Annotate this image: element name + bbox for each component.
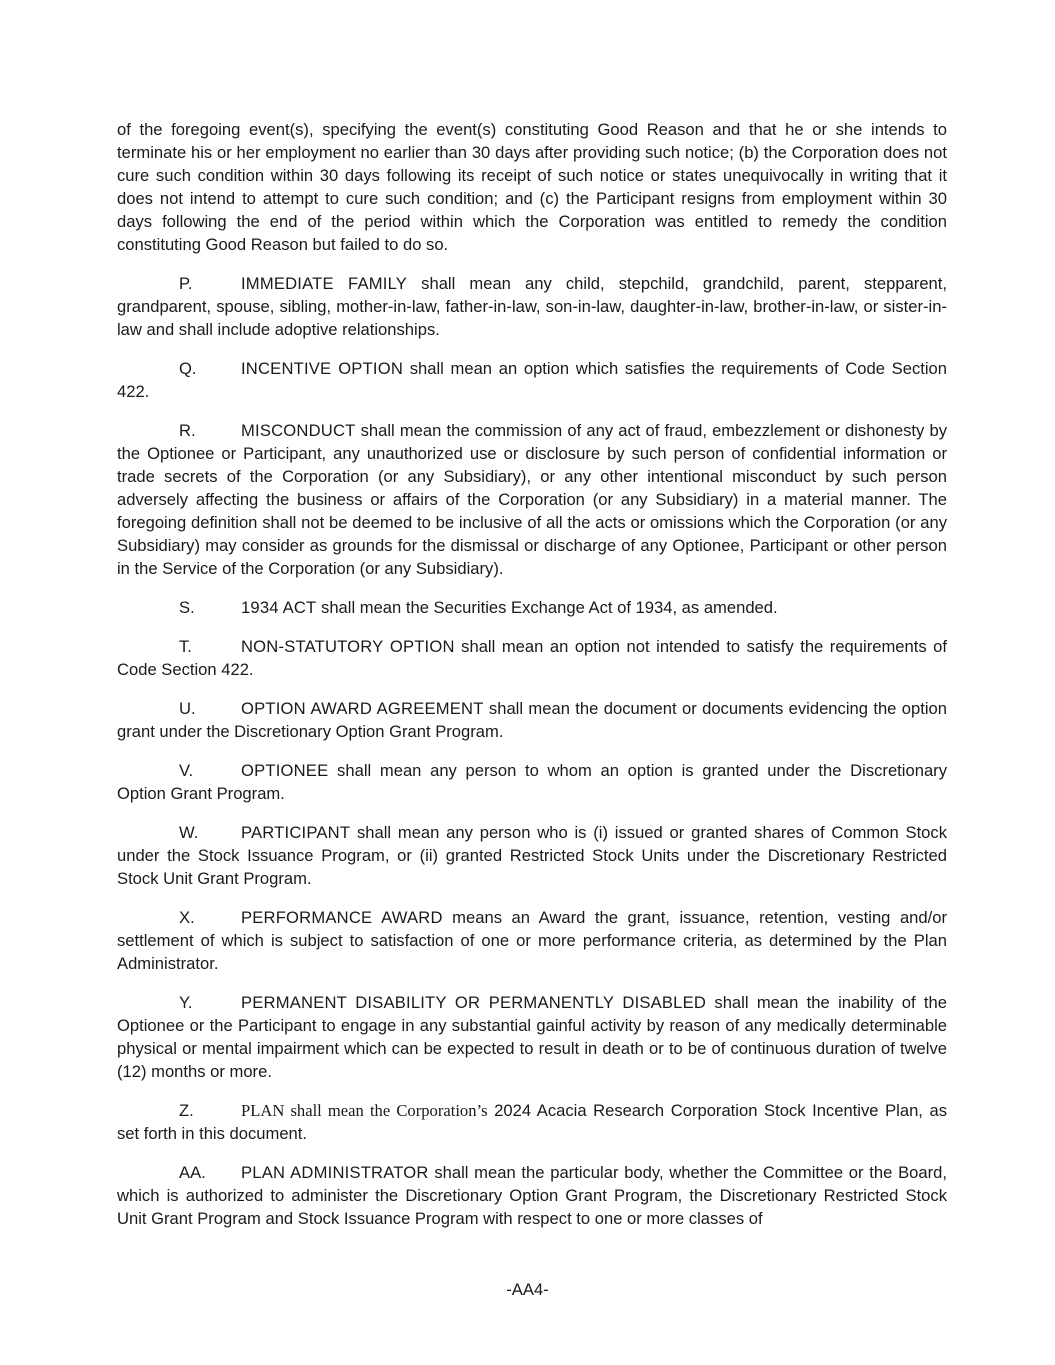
definition-q-incentive-option <box>117 357 947 403</box>
definition-text: shall mean an option which satisfies the requirements of Code Section 422. <box>117 359 947 401</box>
definition-z-plan <box>117 1099 947 1145</box>
definition-term: IMMEDIATE FAMILY <box>241 274 408 293</box>
definition-term: 1934 ACT <box>241 598 317 617</box>
definition-term: PERMANENT DISABILITY OR PERMANENTLY DISABLED <box>241 993 707 1012</box>
definition-text: shall mean any person to whom an option is granted under the Discretionary Option Grant Program. <box>117 761 947 803</box>
definition-aa-plan-administrator <box>117 1161 947 1230</box>
definition-text: shall mean the particular body, whether the Committee or the Board, which is authorized to administer the Discretionary Option Grant Program, the Discretionary Restricted Stock Unit Grant Program and Stock Issuance Program with respect to one or more classes of <box>117 1163 947 1228</box>
definition-text: shall mean the commission of any act of fraud, embezzlement or dishonesty by the Optionee or Participant, any unauthorized use or disclosure by such person of confidential information or trade secrets of the Corporation (or any Subsidiary), or any other intentional misconduct by such person adversely affecting the business or affairs of the Corporation (or any Subsidiary) in a material manner. The foregoing definition shall not be deemed to be inclusive of all the acts or omissions which the Corporation (or any Subsidiary) may consider as grounds for the dismissal or discharge of any Optionee, Participant or other person in the Service of the Corporation (or any Subsidiary). <box>117 421 947 578</box>
definition-x-performance-award <box>117 906 947 975</box>
definition-letter: R. <box>179 421 196 440</box>
definition-s-1934-act <box>117 596 947 619</box>
definition-term: OPTION AWARD AGREEMENT <box>241 699 484 718</box>
definition-text: 2024 Acacia Research Corporation Stock Incentive Plan, as set forth in this document. <box>117 1101 948 1143</box>
definition-p-immediate-family <box>117 272 947 341</box>
definition-term: PLAN ADMINISTRATOR <box>241 1163 429 1182</box>
definition-y-permanent-disability <box>117 991 947 1083</box>
definition-text: shall mean the Securities Exchange Act of 1934, as amended. <box>316 598 778 617</box>
definition-letter: P. <box>179 274 193 293</box>
definition-u-option-award-agreement <box>117 697 947 743</box>
definition-term: INCENTIVE OPTION <box>241 359 404 378</box>
definition-letter: S. <box>179 598 195 617</box>
definition-text: shall mean the inability of the Optionee or the Participant to engage in any substantial gainful activity by reason of any medically determinable physical or mental impairment which can be expected to result in death or to be of continuous duration of twelve (12) months or more. <box>117 993 947 1081</box>
definition-letter: V. <box>179 761 194 780</box>
definition-letter: W. <box>179 823 199 842</box>
definition-term: NON-STATUTORY OPTION <box>241 637 455 656</box>
definition-text: shall mean any child, stepchild, grandchild, parent, stepparent, grandparent, spouse, sibling, mother-in-law, father-in-law, son-in-law, daughter-in-law, brother-in-law, or sister-in-law and shall include adoptive relationships. <box>117 274 947 339</box>
definition-letter: X. <box>179 908 195 927</box>
definition-term: PLAN shall mean the Corporation’s <box>241 1101 488 1120</box>
definition-letter: U. <box>179 699 196 718</box>
definition-term: PARTICIPANT <box>241 823 351 842</box>
definition-text: shall mean an option not intended to satisfy the requirements of Code Section 422. <box>117 637 947 679</box>
paragraph-text: of the foregoing event(s), specifying the event(s) constituting Good Reason and that he or she intends to terminate his or her employment no earlier than 30 days after providing such notice; (b) the Corporation does not cure such condition within 30 days following its receipt of such notice or states unequivocally in writing that it does not intend to attempt to cure such condition; and (c) the Participant resigns from employment within 30 days following the end of the period within which the Corporation was entitled to remedy the condition constituting Good Reason but failed to do so. <box>117 120 947 254</box>
definition-w-participant <box>117 821 947 890</box>
definition-v-optionee <box>117 759 947 805</box>
definition-t-non-statutory-option <box>117 635 947 681</box>
definition-term: OPTIONEE <box>241 761 329 780</box>
definition-term: PERFORMANCE AWARD <box>241 908 443 927</box>
definition-letter: Y. <box>179 993 193 1012</box>
definition-text: shall mean the document or documents evidencing the option grant under the Discretionary Option Grant Program. <box>117 699 947 741</box>
definition-letter: Z. <box>179 1101 194 1120</box>
definition-text: shall mean any person who is (i) issued or granted shares of Common Stock under the Stock Issuance Program, or (ii) granted Restricted Stock Units under the Discretionary Restricted Stock Unit Grant Program. <box>117 823 947 888</box>
page-number: -AA4- <box>506 1280 549 1299</box>
definition-term: MISCONDUCT <box>241 421 356 440</box>
definition-text: means an Award the grant, issuance, retention, vesting and/or settlement of which is subject to satisfaction of one or more performance criteria, as determined by the Plan Administrator. <box>117 908 947 973</box>
document-page <box>117 118 947 1246</box>
paragraph-continuation <box>117 118 947 256</box>
definition-r-misconduct <box>117 419 947 580</box>
definition-letter: Q. <box>179 359 197 378</box>
definition-letter: AA. <box>179 1163 206 1182</box>
definition-letter: T. <box>179 637 192 656</box>
